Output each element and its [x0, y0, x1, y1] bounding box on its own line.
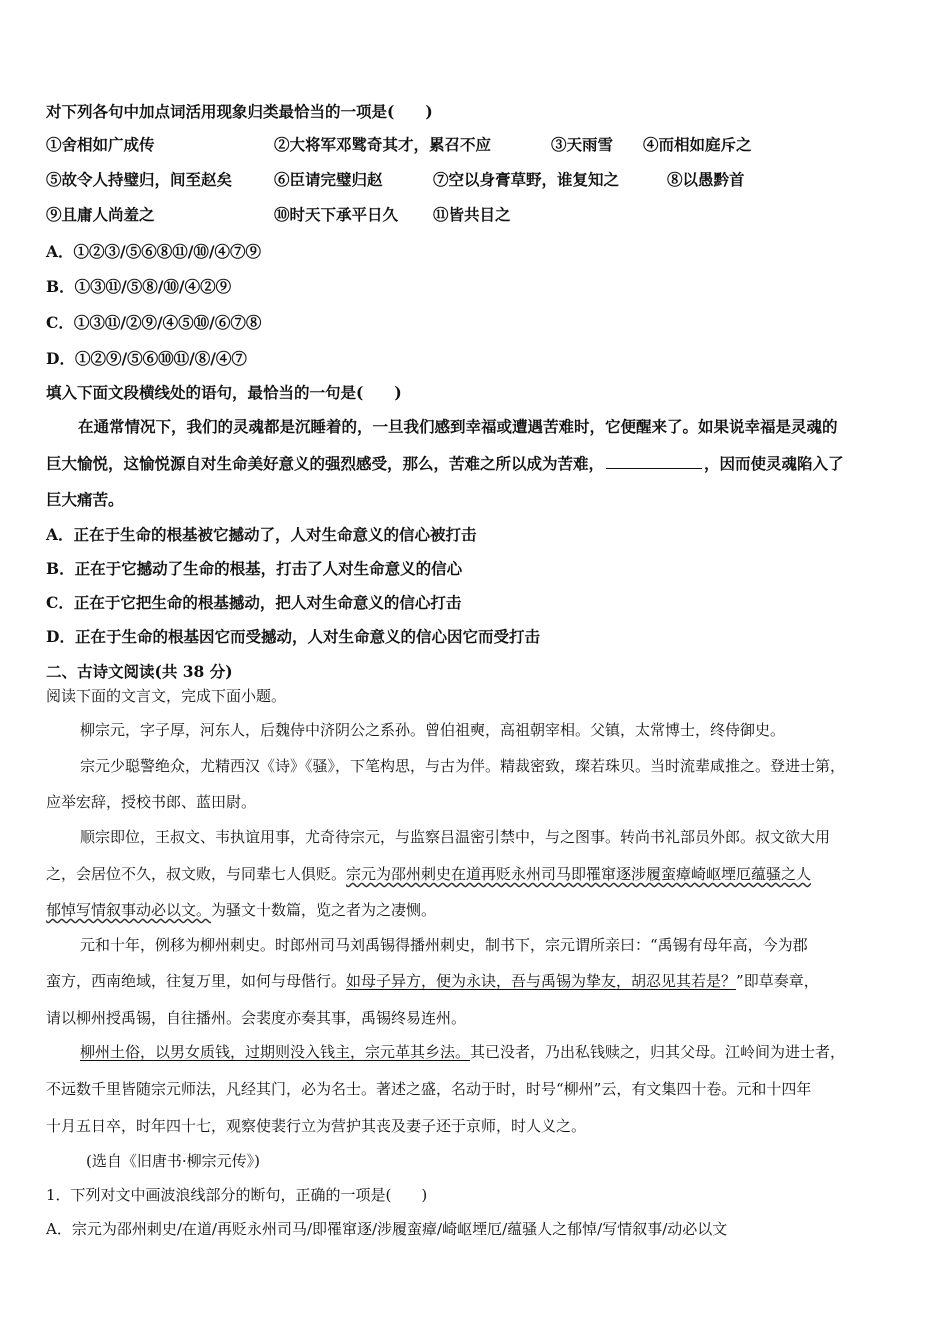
- passage-p3-line1: 顺宗即位，王叔文、韦执谊用事，尤奇待宗元，与监察吕温密引禁中，与之图事。转尚书礼部员外郎。叔文欲大用: [80, 828, 831, 846]
- passage-p2-line1: 宗元少聪警绝众，尤精西汉《诗》《骚》，下笔构思，与古为伴。精裁密致，璨若珠贝。当时流辈咸推之。登进士第，: [80, 757, 846, 775]
- q1-item-9: ⑨且庸人尚羞之: [46, 205, 155, 224]
- passage-p1: 柳宗元，字子厚，河东人，后魏侍中济阴公之系孙。曾伯祖奭，高祖朝宰相。父镇，太常博士，终侍御史。: [80, 721, 786, 739]
- passage-source: (选自《旧唐书·柳宗元传》): [86, 1152, 260, 1170]
- passage-p4-line1: 元和十年，例移为柳州刺史。时郎州司马刘禹锡得播州刺史，制书下，宗元谓所亲曰：“禹锡有母年高，今为郡: [80, 936, 808, 954]
- q1-item-6: ⑥臣请完璧归赵: [274, 170, 383, 189]
- passage-p4-line3: 请以柳州授禹锡，自往播州。会裴度亦奏其事，禹锡终易连州。: [46, 1009, 467, 1027]
- passage-p4-plain: 蛮方，西南绝域，往复万里，如何与母偕行。: [46, 972, 347, 990]
- sub-question-1-option-a[interactable]: A．宗元为邵州刺史/在道/再贬永州司马/即罹窜逐/涉履蛮瘴/崎岖堙厄/蕴骚人之郁悼/写情叙事/动必以文: [46, 1220, 728, 1238]
- q1-item-7: ⑦空以身膏草野，谁复知之: [433, 170, 620, 189]
- sub-question-1-stem: 1．下列对文中画波浪线部分的断句，正确的一项是( ): [46, 1186, 428, 1204]
- q1-item-2: ②大将军邓骘奇其才，累召不应: [274, 135, 492, 154]
- passage-p5-line2: 不远数千里皆随宗元师法，凡经其门，必为名士。著述之盛，名动于时，时号“柳州”云，有文集四十卷。元和十四年: [46, 1080, 812, 1098]
- q1-item-11: ⑪皆共目之: [433, 205, 511, 224]
- q2-passage-line3: 巨大痛苦。: [46, 490, 124, 509]
- q1-item-3: ③天雨雪: [551, 135, 614, 154]
- passage-p3-line2: [46, 864, 811, 884]
- q1-option-a[interactable]: A．①②③/⑤⑥⑧⑪/⑩/④⑦⑨: [46, 242, 262, 261]
- q1-item-8: ⑧以愚黔首: [667, 170, 745, 189]
- section-heading: 二、古诗文阅读(共 38 分): [46, 662, 233, 681]
- passage-p5-line1: [80, 1042, 845, 1062]
- q2-option-d[interactable]: D．正在于生命的根基因它而受撼动，人对生命意义的信心因它而受打击: [46, 627, 540, 646]
- underlined-sentence-2: 柳州土俗，以男女质钱，过期则没入钱主，宗元革其乡法。: [80, 1043, 471, 1061]
- q2-passage-line1: 在通常情况下，我们的灵魂都是沉睡着的，一旦我们感到幸福或遭遇苦难时，它便醒来了。如果说幸福是灵魂的: [78, 417, 838, 436]
- section-instruction: 阅读下面的文言文，完成下面小题。: [46, 687, 287, 705]
- passage-p4-end: ”即草奏章，: [736, 972, 819, 990]
- q1-item-1: ①舍相如广成传: [46, 135, 155, 154]
- q2-option-c[interactable]: C．正在于它把生命的根基撼动，把人对生命意义的信心打击: [46, 593, 462, 612]
- q1-stem: 对下列各句中加点词活用现象归类最恰当的一项是( ): [46, 102, 433, 121]
- q1-item-5: ⑤故令人持璧归，间至赵矣: [46, 170, 233, 189]
- passage-p3-plain-end: 为骚文十数篇，览之者为之凄恻。: [211, 901, 437, 919]
- passage-p4-line2: [46, 971, 819, 991]
- underlined-sentence-1: 如母子异方，便为永诀，吾与禹锡为挚友，胡忍见其若是？: [346, 972, 737, 990]
- passage-p3-plain: 之，会居位不久，叔文败，与同辈七人俱贬。: [46, 865, 347, 883]
- q2-option-b[interactable]: B．正在于它撼动了生命的根基，打击了人对生命意义的信心: [46, 559, 463, 578]
- wavy-underlined-text-cont: 郁悼写情叙事动必以文。: [46, 901, 212, 919]
- passage-p3-line3: [46, 900, 436, 920]
- q1-option-c[interactable]: C．①③⑪/②⑨/④⑤⑩/⑥⑦⑧: [46, 313, 262, 332]
- q2-stem: 填入下面文段横线处的语句，最恰当的一句是( ): [46, 383, 402, 402]
- q1-item-10: ⑩时天下承平日久: [274, 205, 399, 224]
- passage-p5-plain: 其已没者，乃出私钱赎之，归其父母。江岭间为进士者，: [470, 1043, 846, 1061]
- q1-option-d[interactable]: D．①②⑨/⑤⑥⑩⑪/⑧/④⑦: [46, 349, 247, 368]
- passage-p5-line3: 十月五日卒，时年四十七，观察使裴行立为营护其丧及妻子还于京师，时人义之。: [46, 1117, 587, 1135]
- passage-p2-line2: 应举宏辞，授校书郎、蓝田尉。: [46, 793, 257, 811]
- q2-passage-text-a: 巨大愉悦，这愉悦源自对生命美好意义的强烈感受，那么，苦难之所以成为苦难，: [46, 454, 605, 473]
- q2-option-a[interactable]: A．正在于生命的根基被它撼动了，人对生命意义的信心被打击: [46, 525, 477, 544]
- q1-option-b[interactable]: B．①③⑪/⑤⑧/⑩/④②⑨: [46, 277, 232, 296]
- wavy-underlined-text: 宗元为邵州刺史在道再贬永州司马即罹窜逐涉履蛮瘴崎岖堙厄蕴骚之人: [346, 865, 812, 883]
- fill-blank[interactable]: [606, 454, 702, 469]
- q2-passage-line2: [46, 454, 844, 474]
- q1-item-4: ④而相如庭斥之: [643, 135, 752, 154]
- q2-passage-text-b: ，因而使灵魂陷入了: [704, 454, 844, 473]
